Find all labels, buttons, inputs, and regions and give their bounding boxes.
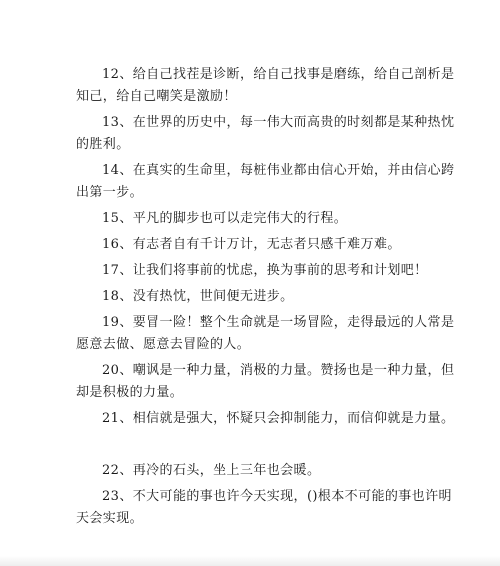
paragraph-13: 13、在世界的历史中，每一伟大而高贵的时刻都是某种热忱的胜利。 xyxy=(76,115,455,152)
paragraph-22: 22、再冷的石头，坐上三年也会暖。 xyxy=(102,463,321,478)
paragraph-23: 23、不大可能的事也许今天实现，()根本不可能的事也许明天会实现。 xyxy=(76,489,452,526)
paragraph-19: 19、要冒一险！整个生命就是一场冒险，走得最远的人常是愿意去做、愿意去冒险的人。 xyxy=(76,315,455,352)
paragraph-12: 12、给自己找茬是诊断，给自己找事是磨练，给自己剖析是知己，给自己嘲笑是激励！ xyxy=(76,67,455,104)
section-gap xyxy=(76,434,456,460)
paragraph-18: 18、没有热忱，世间便无进步。 xyxy=(102,289,294,304)
paragraph-15: 15、平凡的脚步也可以走完伟大的行程。 xyxy=(102,211,348,226)
paragraph-17: 17、让我们将事前的忧虑，换为事前的思考和计划吧！ xyxy=(102,263,428,278)
paragraph-21: 21、相信就是强大，怀疑只会抑制能力，而信仰就是力量。 xyxy=(102,411,455,426)
paragraph-20: 20、嘲讽是一种力量，消极的力量。赞扬也是一种力量，但却是积极的力量。 xyxy=(76,363,455,400)
paragraph-16: 16、有志者自有千计万计，无志者只感千难万难。 xyxy=(102,237,401,252)
document-body xyxy=(76,64,456,534)
paragraph-14: 14、在真实的生命里，每桩伟业都由信心开始，并由信心跨出第一步。 xyxy=(76,163,455,200)
page-bottom-fade xyxy=(0,556,500,566)
